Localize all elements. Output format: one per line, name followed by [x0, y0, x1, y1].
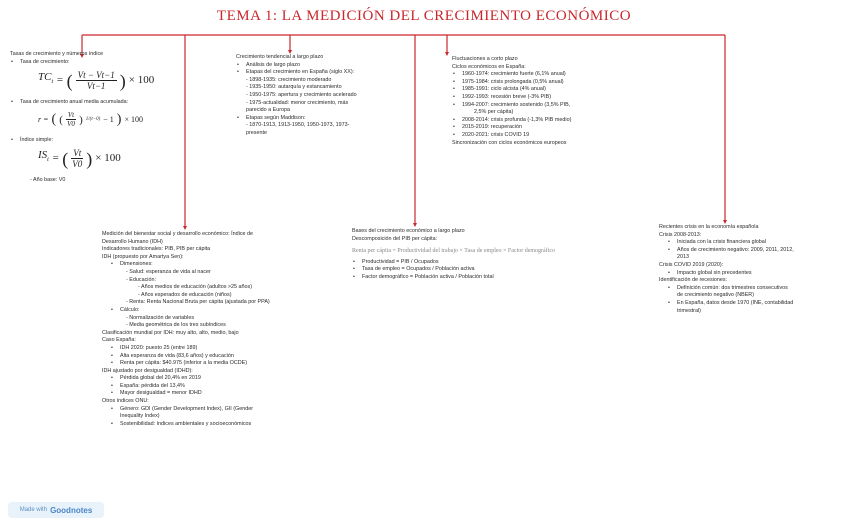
list-item: • Definición común: dos trimestres consecutivos [659, 285, 839, 293]
tendencial-heading: Crecimiento tendencial a largo plazo [236, 54, 324, 60]
list-item: trimestral) [677, 307, 701, 314]
bases-subheading: Descomposición del PIB per cápita: [352, 235, 438, 242]
bienestar-block [102, 231, 322, 428]
bases-block [352, 228, 642, 282]
formula-indice-simple: $IS_t$ = ( $\frac{Vt}{V0}$ ) × 100 [38, 148, 121, 170]
list-item: • Alta esperanza de vida (83,6 años) y educación [102, 353, 322, 361]
list-item: - Educación: [126, 276, 156, 283]
list-item: • Factor demográfico = Población activa / Población total [352, 274, 642, 282]
list-item: de crecimiento negativo (NBER) [677, 292, 754, 299]
list-item: • 1960-1974: crecimiento fuerte (6,1% anual) [452, 71, 622, 79]
list-item: • Renta per cápita: $40.975 (inferior a la media OCDE) [102, 360, 322, 368]
list-item: - 1935-1950: autarquía y estancamiento [246, 84, 342, 91]
list-item: • 2015-2019: recuperación [452, 124, 622, 132]
list-item: • IDH 2020: puesto 25 (entre 189) [102, 345, 322, 353]
tasas-block [10, 51, 180, 185]
list-item: - Media geométrica de los tres subíndices [126, 322, 226, 329]
list-item: 2013 [677, 254, 689, 261]
list-item: - 1975-actualidad: menor crecimiento, más [246, 99, 349, 106]
text-line: Indicadores tradicionales: PIB, PIB per cápita [102, 246, 211, 253]
badge-made-with: Made with [19, 507, 48, 513]
text-line: Identificación de recesiones: [659, 277, 728, 284]
fluctuaciones-block [452, 56, 622, 147]
list-item: • Impacto global sin precedentes [659, 270, 839, 278]
list-item: • Dimensiones: [102, 261, 322, 269]
text-line: Crisis COVID 2019 (2020): [659, 261, 724, 268]
bases-heading: Bases del crecimiento económico a largo plazo [352, 228, 465, 234]
list-item: - 1898-1935: crecimiento moderado [246, 76, 332, 83]
list-item: • 2008-2014: crisis profunda (-1,3% PIB medio) [452, 117, 622, 125]
goodnotes-badge[interactable] [8, 502, 104, 518]
list-item: - Renta: Renta Nacional Bruta per cápita (ajustada por PPA) [126, 299, 270, 306]
base-year-note: - Año base: V0 [30, 177, 66, 184]
page-title: TEMA 1: LA MEDICIÓN DEL CRECIMIENTO ECONÓMICO [216, 8, 632, 24]
recientes-heading: Recientes crisis en la economía española [659, 224, 759, 230]
list-item: • Índice simple: [10, 137, 180, 145]
tendencial-block [236, 54, 406, 138]
bases-equation: Renta per cápita = Productividad del trabajo × Tasa de empleo × Factor demográfico [352, 248, 556, 255]
list-item: parecido a Europa [246, 107, 291, 114]
list-item: • Tasa de crecimiento: [10, 59, 180, 67]
recientes-block [659, 224, 839, 315]
text-line: Clasificación mundial por IDH: muy alto, alto, medio, bajo [102, 329, 239, 336]
list-item: • 1985-1991: ciclo alcista (4% anual) [452, 86, 622, 94]
list-item: • 1994-2007: crecimiento sostenido (3,5% PIB, [452, 102, 622, 110]
text-line: IDH (propuesto por Amartya Sen): [102, 253, 184, 260]
badge-brand: Goodnotes [50, 505, 93, 515]
list-item: • Tasa de empleo = Ocupados / Población activa [352, 266, 642, 274]
list-item: - 1950-1975: apertura y crecimiento acelerado [246, 91, 357, 98]
list-item: Inequality Index) [120, 413, 160, 420]
list-item: • Cálculo: [102, 307, 322, 315]
tasas-heading: Tasas de crecimiento y números índice [10, 51, 104, 57]
text-line: IDH ajustado por desigualdad (IDHD): [102, 367, 193, 374]
fluctuaciones-subheading: Ciclos económicos en España: [452, 63, 526, 70]
text-line: Caso España: [102, 337, 136, 344]
formula-tasa-crecimiento: $TC_t$ = ( $\frac{Vt - Vt-1}{Vt-1}$ ) × 100 [38, 70, 155, 92]
list-item: 2,5% per cápita) [474, 109, 514, 116]
list-item: - Años medios de educación (adultos >25 años) [138, 284, 253, 291]
list-item: presente [246, 129, 267, 136]
fluctuaciones-heading: Fluctuaciones a corto plazo [452, 56, 518, 62]
list-item: • Sostenibilidad: índices ambientales y socioeconómicos [102, 421, 322, 429]
bienestar-heading-2: Desarrollo Humano (IDH) [102, 238, 163, 245]
list-item: • En España, datos desde 1970 (INE, contabilidad [659, 300, 839, 308]
list-item: • Iniciada con la crisis financiera global [659, 239, 839, 247]
bienestar-heading: Medición del bienestar social y desarrollo económico: Índice de [102, 231, 254, 237]
list-item: • Productividad = PIB / Ocupados [352, 259, 642, 267]
list-item: • Mayor desigualdad = menor IDHD [102, 390, 322, 398]
list-item: • Tasa de crecimiento anual media acumulada: [10, 99, 180, 107]
list-item: - 1870-1913, 1913-1950, 1950-1973, 1973- [246, 122, 350, 129]
list-item: • Años de crecimiento negativo: 2009, 2011, 2012, [659, 247, 839, 255]
list-item: • Etapas del crecimiento en España (siglo XX): [236, 69, 406, 77]
list-item: - Años esperados de educación (niños) [138, 291, 232, 298]
fluctuaciones-footer: Sincronización con ciclos económicos europeos [452, 139, 567, 146]
list-item: • 2020-2021: crisis COVID 19 [452, 132, 622, 140]
text-line: Crisis 2008-2013: [659, 231, 702, 238]
list-item: • 1975-1984: crisis prolongada (0,5% anual) [452, 79, 622, 87]
text-line: Otros índices ONU: [102, 398, 149, 405]
list-item: • Etapas según Maddison: [236, 115, 406, 123]
list-item: - Salud: esperanza de vida al nacer [126, 268, 211, 275]
list-item: • Pérdida global del 20,4% en 2019 [102, 375, 322, 383]
formula-tasa-media: r = ( ( $\frac{Vt}{V0}$ ) 1/(t−0) − 1 ) × 100 [38, 111, 143, 129]
list-item: • 1992-1993: recesión breve (-3% PIB) [452, 94, 622, 102]
list-item: • España: pérdida del 13,4% [102, 383, 322, 391]
list-item: • Análisis de largo plazo [236, 62, 406, 70]
list-item: • Género: GDI (Gender Development Index), GII (Gender [102, 406, 322, 414]
list-item: - Normalización de variables [126, 314, 195, 321]
